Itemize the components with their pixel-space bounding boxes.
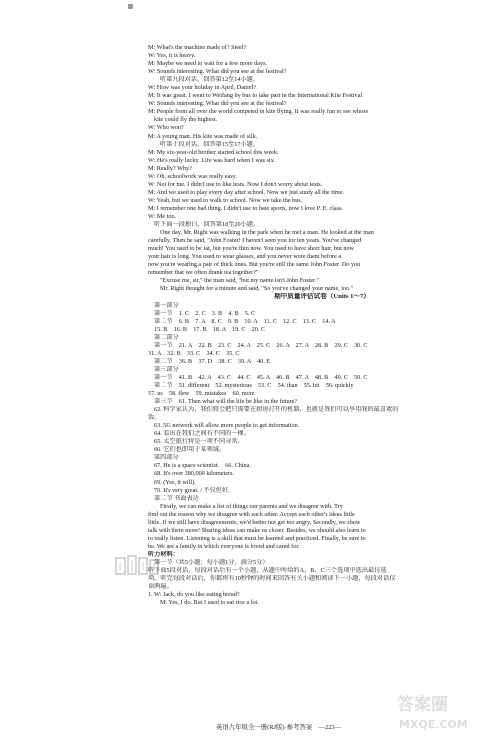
- text-line: Mr. Right thought for a minute and said, "So you've changed your name, too.": [160, 285, 354, 293]
- text-line: 项。听完每段对话后，你都将有10秒钟的时间来回答有关小题和阅读下一小题，每段对话仅: [148, 575, 396, 583]
- text-line: 第三部分: [154, 365, 179, 373]
- text-line: much! You used to be fat, but you're thin now. You used to have short hair, but now: [148, 245, 355, 253]
- text-line: W: Oh, schoolwork was really easy.: [148, 172, 237, 180]
- text-line: M: Yes, I do. But I used to eat rice a lot.: [160, 599, 259, 607]
- text-line: W: Sounds interesting. What did you see at the festival?: [148, 68, 287, 76]
- text-line: now you're wearing a pair of thick ones. But you're still the same John Foster. Do you: [148, 261, 361, 269]
- text-line: 62. 科学家认为，我们将会把只需要在厨房打开的机器，也就是我们可以享用我的最喜欢的: [154, 406, 399, 414]
- text-line: 64. 看出在我们之间有不同的一棵。: [154, 430, 250, 438]
- text-line: 67. He is a space scientist. 66. China.: [154, 462, 251, 470]
- text-line: remember that we often drank tea together?": [148, 269, 259, 277]
- text-line: 69. (Yes, it will).: [154, 478, 196, 486]
- svg-text:答案圈: 答案圈: [397, 695, 448, 715]
- text-line: 70. It's very great. / 不仅但好.: [154, 486, 230, 494]
- exam-section-title: 期中质量评估试卷（Units 1～7）: [274, 293, 370, 301]
- text-line: 听下面一段独白，回答第18至20小题。: [154, 221, 260, 229]
- text-line: 第一节 1. C 2. C 3. B 4. B 5. C: [154, 309, 256, 317]
- text-line: M: I remember one bad thing. I didn't use to hate sports, now I love P. E. class.: [148, 204, 343, 212]
- text-line: W: Me too.: [148, 212, 177, 220]
- text-line: W: Yes, it is heavy.: [148, 52, 196, 60]
- text-line: W: Yeah, but we used to walk to school. Now we take the bus.: [148, 196, 303, 204]
- text-line: 听第九段对话，回答第12至14小题。: [160, 76, 259, 84]
- text-line: 听下面5段对话，每段对话后有一个小题，从题中所给的A、B、C三个选项中选出最佳选: [148, 567, 387, 575]
- text-line: M: My six-year-old brother started school this week.: [148, 148, 279, 156]
- page-footer: 英语九年级全一册(RJ版)·参考答案 —223—: [216, 724, 341, 731]
- text-line: kite could fly the highest.: [154, 116, 218, 124]
- text-line: M: A young man. His kite was made of silk.: [148, 132, 258, 140]
- text-line: 15. B 16. B 17. B 18. A 19. C 20. C: [154, 325, 266, 333]
- text-line: 第二节 51. different 52. mysterious 53. C 54. than 55. hit 56. quickly: [154, 381, 354, 389]
- text-line: to really listen. Listening is a skill that must be learned and practiced. Finally, be sure to: [148, 534, 366, 542]
- text-line: carefully. Then he said, "John Foster! I haven't seen you for ten years. You've changed: [148, 237, 362, 245]
- text-line: 65. 太空旅行将是一项不同寻常。: [154, 438, 244, 446]
- text-line: 第二部分: [154, 333, 179, 341]
- text-line: M: Really? Why?: [148, 164, 192, 172]
- text-line: find out the reason why we disagree with each other. Accept each other's ideas little: [148, 510, 355, 518]
- text-line: 第三节 61. Then what will the life be like in the future?: [154, 398, 298, 406]
- text-line: 68. It's over 380,000 kilometers.: [154, 470, 234, 478]
- text-line: 饭。: [148, 414, 161, 422]
- text-line: W: Who won?: [148, 124, 184, 132]
- text-line: Firstly, we can make a list of things our parents and we disagree with. Try: [160, 502, 343, 510]
- text-line: M: It was great. I went to Weifang by bus to take part in the International Kite Festival: [148, 92, 363, 100]
- text-line: W: Sounds interesting. What did you see at the festival?: [148, 100, 287, 108]
- watermark-logo: [393, 690, 499, 734]
- text-line: 第二节 书面表达: [154, 494, 199, 502]
- text-line: 66. 它们也即用于某领域。: [154, 446, 226, 454]
- text-line: 第二节 6. B 7. A 8. C 9. B 10. A 11. C 12. C 13. C 14. A: [154, 317, 336, 325]
- text-line: One day, Mr. Right was walking in the park when he met a man. He looked at the man: [160, 229, 374, 237]
- text-line: W: He's really lucky. Life was hard when I was six.: [148, 156, 276, 164]
- text-line: M: What's the machine made of? Steel?: [148, 44, 247, 51]
- text-line: little. If we still have disagreements, we'd better not get too angry. Secondly, we show: [148, 518, 361, 526]
- text-line: 听第十段对话，回答第15至17小题。: [160, 140, 259, 148]
- text-line: 1. W: Jack, do you like eating bread?: [148, 591, 240, 599]
- text-line: be. We are a family in which everyone is loved and cared for.: [148, 542, 300, 550]
- text-line: 57. us 58. flew 59. mistakes 60. more: [148, 390, 255, 398]
- svg-text:MXQE.COM: MXQE.COM: [399, 718, 468, 731]
- text-line: 第一节 41. B 42. A 43. C 44. C 45. A 46. B 47. A 48. B 49. C 50. C: [154, 373, 368, 381]
- text-line: talk with them more! Sharing ideas can make us closer. Besides, we should also learn to: [148, 526, 366, 534]
- text-line: 第一节（共5小题；每小题1分，满分5分）: [154, 559, 269, 566]
- text-line: 第一部分: [154, 301, 179, 309]
- text-line: 读两遍。: [148, 583, 173, 591]
- text-line: "Excuse me, sir," the man said, "but my name isn't John Foster.": [160, 277, 319, 285]
- scan-mark: [128, 4, 133, 9]
- answer-key-content: [148, 44, 496, 607]
- stamp-icon: [114, 552, 160, 582]
- text-line: W: Not for me. I didn't use to like tests. Now I don't worry about tests.: [148, 180, 323, 188]
- text-line: 第二节 36. B 37. D 38. C 39. A 40. E: [154, 357, 271, 365]
- text-line: your hair is long. You used to wear glasses, and you never wore them before a: [148, 253, 342, 261]
- text-line: M: People from all over the world competed in kite flying. It was really fun to see whose: [148, 108, 369, 116]
- text-line: M: Maybe we need to wait for a few more days.: [148, 60, 268, 68]
- text-line: 63. 5G network will allow more people to get information.: [154, 422, 300, 430]
- text-line: 第一节 21. A 22. B 23. C 24. A 25. C 26. A 27. A 28. B 29. C 30. C: [154, 341, 368, 349]
- text-line: 31. A 32. B 33. C 34. C 35. C: [148, 349, 240, 357]
- text-line: W: How was your holiday in April, Daniel?: [148, 84, 257, 92]
- text-line: 第四部分: [154, 454, 179, 462]
- text-line: M: And we used to play every day after school. Now we just study all the time.: [148, 188, 344, 196]
- text-line: 听力材料：: [148, 550, 179, 558]
